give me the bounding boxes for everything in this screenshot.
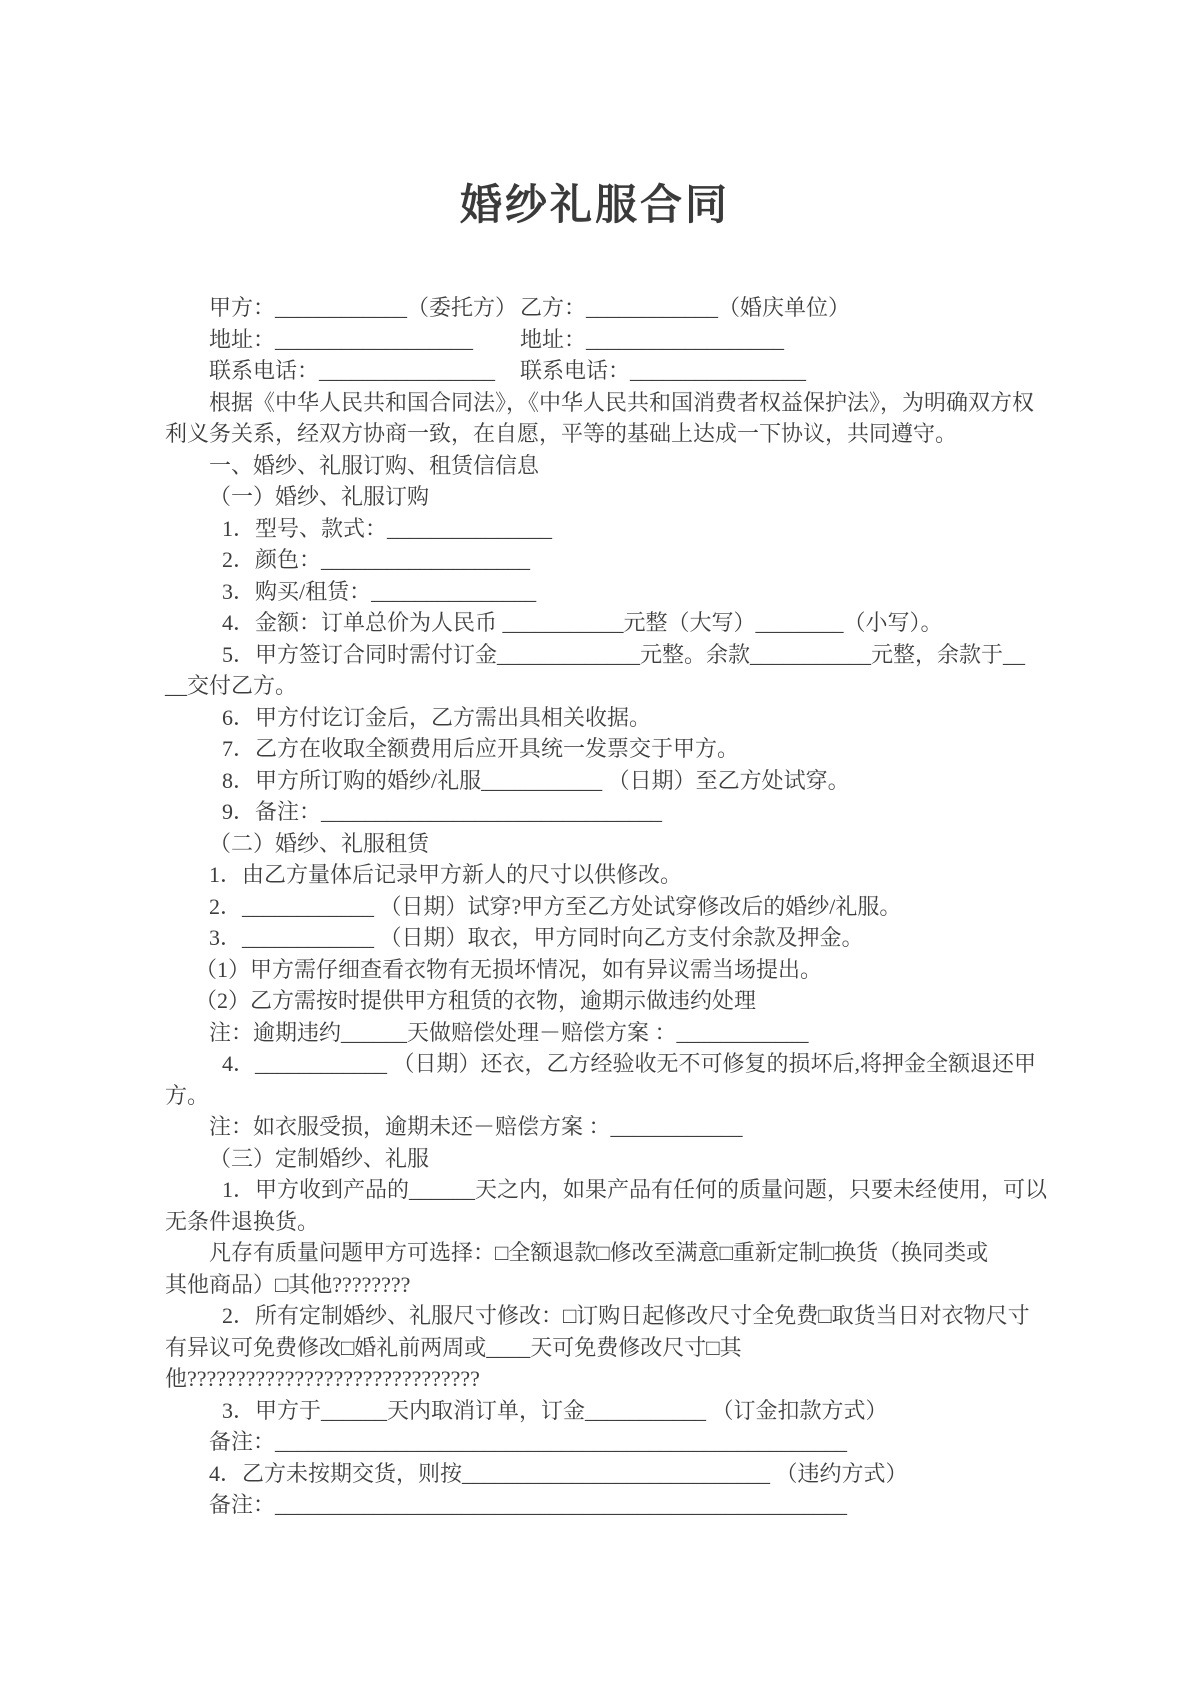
contract-line: 1．型号、款式：_______________ (222, 515, 553, 541)
contract-line: （2）乙方需按时提供甲方租赁的衣物，逾期示做违约处理 (195, 988, 757, 1013)
contract-lines (165, 387, 1048, 1521)
contract-line: 无条件退换货。 (165, 1208, 320, 1234)
party-field-right: 地址：__________________ (520, 326, 785, 352)
contract-line: 其他商品）□其他???????? (165, 1271, 411, 1297)
contract-line: （二）婚纱、礼服租赁 (209, 830, 430, 856)
contract-line: 他?????????????????????????????? (165, 1366, 480, 1391)
contract-line: 5．甲方签订合同时需付订金_____________元整。余款___________元整，余款于__ (222, 641, 1026, 667)
contract-line: 方。 (165, 1082, 210, 1108)
contract-line: 有异议可免费修改□婚礼前两周或____天可免费修改尺寸□其 (165, 1334, 742, 1360)
contract-line: 6．甲方付讫订金后，乙方需出具相关收据。 (222, 704, 652, 730)
party-field-right: 联系电话：________________ (520, 358, 807, 383)
contract-line: 3．购买/租赁：_______________ (222, 578, 537, 604)
party-row (165, 355, 1045, 387)
contract-line: 注：如衣服受损，逾期未还－赔偿方案 ：____________ (209, 1114, 743, 1139)
contract-line: 3．甲方于______天内取消订单，订金___________ （订金扣款方式） (222, 1397, 888, 1423)
contract-line: 7．乙方在收取全额费用后应开具统一发票交于甲方。 (222, 736, 740, 761)
contract-line: 利义务关系，经双方协商一致，在自愿，平等的基础上达成一下协议，共同遵守。 (165, 421, 958, 446)
contract-line: 根据《中华人民共和国合同法》，《中华人民共和国消费者权益保护法》，为明确双方权 (209, 389, 1035, 415)
contract-line: （一）婚纱、礼服订购 (209, 484, 430, 509)
contract-line: 一、婚纱、礼服订购、租赁信信息 (209, 452, 540, 478)
party-field-right: 乙方：____________（婚庆单位） (520, 295, 851, 320)
party-field-left: 地址：__________________ (209, 326, 474, 352)
contract-line: （三）定制婚纱、礼服 (209, 1145, 430, 1171)
party-row (165, 324, 1045, 356)
party-field-left: 联系电话：________________ (209, 358, 496, 383)
contract-line: 凡存有质量问题甲方可选择：□全额退款□修改至满意□重新定制□换货（换同类或 (209, 1240, 989, 1265)
contract-line: （1）甲方需仔细查看衣物有无损坏情况，如有异议需当场提出。 (195, 956, 823, 982)
contract-line: 4．乙方未按期交货，则按____________________________ （违约方式） (209, 1460, 908, 1486)
party-field-left: 甲方：____________（委托方） (209, 295, 518, 320)
contract-line: 1．甲方收到产品的______天之内，如果产品有任何的质量问题，只要未经使用，可以 (222, 1177, 1048, 1202)
contract-line: 2．____________ （日期）试穿?甲方至乙方处试穿修改后的婚纱/礼服。 (209, 893, 902, 919)
contract-line: __交付乙方。 (165, 673, 298, 698)
contract-line: 4．金额：订单总价为人民币 ___________元整（大写）________（小写）。 (222, 610, 943, 635)
contract-line: 4．____________ （日期）还衣，乙方经验收无不可修复的损坏后,将押金全额退还甲 (222, 1051, 1037, 1076)
contract-body (165, 292, 1048, 1521)
contract-line: 1．由乙方量体后记录甲方新人的尺寸以供修改。 (209, 862, 683, 887)
party-rows (165, 292, 1045, 387)
party-row (165, 292, 1045, 324)
contract-line: 备注：____________________________________________________ (209, 1492, 848, 1517)
contract-line: 备注：____________________________________________________ (209, 1429, 848, 1454)
contract-line: 注：逾期违约______天做赔偿处理－赔偿方案 ：____________ (209, 1019, 809, 1045)
contract-line: 3．____________ （日期）取衣，甲方同时向乙方支付余款及押金。 (209, 925, 864, 950)
contract-line: 8．甲方所订购的婚纱/礼服___________ （日期）至乙方处试穿。 (222, 767, 850, 793)
contract-line: 9．备注：_______________________________ (222, 799, 663, 824)
contract-line: 2．所有定制婚纱、礼服尺寸修改：□订购日起修改尺寸全免费□取货当日对衣物尺寸 (222, 1303, 1030, 1328)
contract-line: 2．颜色：___________________ (222, 547, 531, 572)
page-title: 婚纱礼服合同 (459, 183, 730, 229)
